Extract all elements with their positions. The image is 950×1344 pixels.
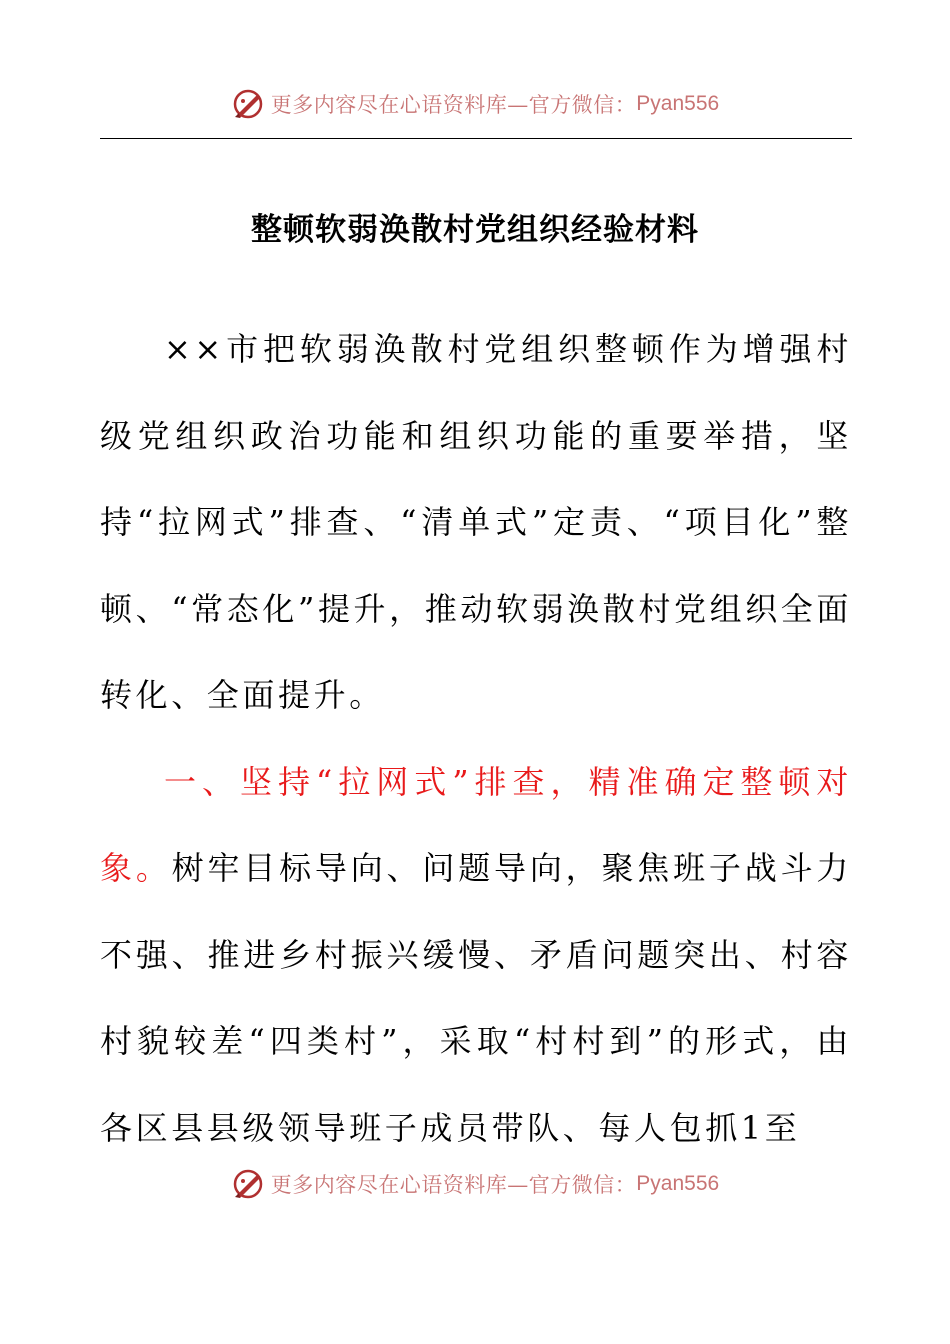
- watermark-text: 更多内容尽在心语资料库—官方微信：: [270, 93, 637, 117]
- section-1-body: 树牢目标导向、问题导向，聚焦班子战斗力不强、推进乡村振兴缓慢、矛盾问题突出、村容村貌较差“四类村”，采取“村村到”的形式，由各区县县级领导班子成员带队、每人包抓1至: [100, 849, 852, 1147]
- pen-logo-icon: [231, 87, 265, 121]
- header-divider: [100, 138, 852, 139]
- header-watermark: [0, 84, 950, 124]
- watermark-text: 更多内容尽在心语资料库—官方微信：: [270, 1173, 637, 1197]
- footer-watermark: [0, 1164, 950, 1204]
- watermark-wechat-id: Pyan556: [636, 92, 720, 115]
- section-1-heading: 一、坚持“拉网式”排查，精准确定整顿对象。: [100, 762, 852, 887]
- document-title: 整顿软弱涣散村党组织经验材料: [251, 212, 699, 248]
- section-1-paragraph: [100, 739, 852, 1172]
- intro-paragraph: ××市把软弱涣散村党组织整顿作为增强村级党组织政治功能和组织功能的重要举措，坚持“拉网式”排查、“清单式”定责、“项目化”整顿、“常态化”提升，推动软弱涣散村党组织全面转化、全面提升。: [100, 330, 852, 714]
- watermark-wechat-id: Pyan556: [636, 1172, 720, 1195]
- pen-logo-icon: [231, 1167, 265, 1201]
- document-body: [100, 306, 852, 1171]
